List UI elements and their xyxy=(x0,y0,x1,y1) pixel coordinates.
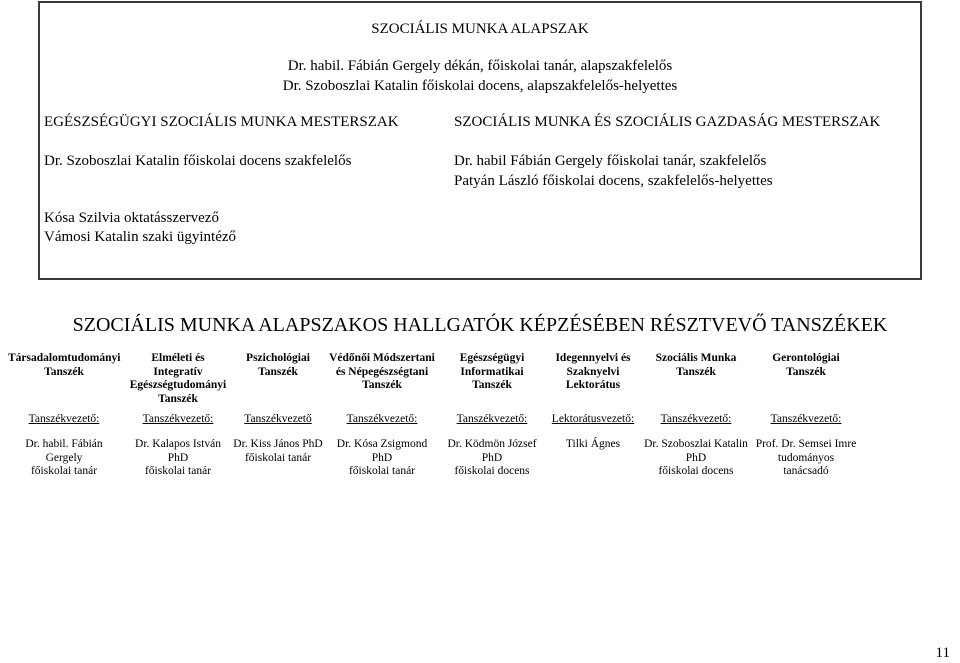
department-name-line: Tanszék xyxy=(786,365,826,378)
department-name-line: Szaknyelvi xyxy=(566,365,620,378)
department-name-line: Tanszék xyxy=(472,379,512,391)
department-name xyxy=(640,352,752,379)
department-head-line: főiskolai tanár xyxy=(244,451,312,464)
department-name-line: Tanszék xyxy=(158,392,198,405)
department-head-line: Dr. Ködmön József xyxy=(447,438,537,450)
department-head xyxy=(122,438,234,479)
page-number: 11 xyxy=(935,645,950,661)
department-name-line: Egészségügyi xyxy=(459,352,525,364)
right-master-lead: Dr. habil Fábián Gergely főiskolai tanár, szakfelelős xyxy=(454,153,767,169)
departments-title: SZOCIÁLIS MUNKA ALAPSZAKOS HALLGATÓK KÉPZÉSÉBEN RÉSZTVEVŐ TANSZÉKEK xyxy=(72,314,888,336)
department-head-line: főiskolai tanár xyxy=(348,465,416,477)
department-head-line: főiskolai tanár xyxy=(144,465,212,477)
department-name xyxy=(8,352,120,379)
department-head-line: Dr. habil. Fábián Gergely xyxy=(25,438,103,464)
department-head-line: PhD xyxy=(685,451,707,464)
department-name-line: Idegennyelvi és xyxy=(555,352,631,364)
department-head-line: Tilki Ágnes xyxy=(565,438,621,450)
department-head xyxy=(750,438,862,479)
department-name-line: Tanszék xyxy=(676,365,716,378)
department-name-line: Védőnői Módszertani xyxy=(329,352,435,364)
right-master-deputy: Patyán László főiskolai docens, szakfelelős-helyettes xyxy=(454,173,773,189)
department-head xyxy=(222,438,334,465)
staff-coordinator: Kósa Szilvia oktatásszervező xyxy=(44,210,219,226)
department-role: Tanszékvezető xyxy=(244,413,312,425)
staff-administrator: Vámosi Katalin szaki ügyintéző xyxy=(44,229,237,245)
department-head-line: Dr. Kalapos István xyxy=(135,438,221,450)
lead-line-dean: Dr. habil. Fábián Gergely dékán, főiskolai tanár, alapszakfelelős xyxy=(287,58,673,74)
department-head-line: főiskolai tanár xyxy=(30,465,98,477)
department-head xyxy=(436,438,548,479)
department-name-line: Integratív xyxy=(153,365,203,378)
lead-line-deputy: Dr. Szoboszlai Katalin főiskolai docens, alapszakfelelős-helyettes xyxy=(282,78,678,94)
department-head xyxy=(8,438,120,479)
left-master-title: EGÉSZSÉGÜGYI SZOCIÁLIS MUNKA MESTERSZAK xyxy=(44,114,399,130)
department-name xyxy=(436,352,548,393)
department-head xyxy=(640,438,752,479)
department-name xyxy=(326,352,438,393)
program-title: SZOCIÁLIS MUNKA ALAPSZAK xyxy=(371,21,589,37)
left-master-lead: Dr. Szoboszlai Katalin főiskolai docens szakfelelős xyxy=(44,153,352,169)
department-role: Tanszékvezető: xyxy=(346,413,418,425)
department-head-line: Dr. Kiss János PhD xyxy=(233,438,323,450)
department-head-line: Prof. Dr. Semsei Imre xyxy=(755,438,857,450)
department-role: Tanszékvezető: xyxy=(660,413,732,425)
department-head-line: Dr. Szoboszlai Katalin xyxy=(644,438,748,450)
department-head-line: tudományos xyxy=(777,451,835,464)
department-head-line: Dr. Kósa Zsigmond xyxy=(336,438,428,450)
department-head-line: tanácsadó xyxy=(783,465,829,477)
department-head xyxy=(537,438,649,452)
department-name-line: Egészségtudományi xyxy=(129,379,227,391)
department-name xyxy=(750,352,862,379)
department-role: Tanszékvezető: xyxy=(770,413,842,425)
department-head-line: főiskolai docens xyxy=(454,465,530,477)
department-name-line: Pszichológiai xyxy=(246,352,310,364)
department-name-line: Lektorátus xyxy=(565,379,621,391)
department-name-line: Tanszék xyxy=(258,365,298,378)
department-role: Lektorátusvezető: xyxy=(551,413,635,425)
department-name-line: Társadalomtudományi xyxy=(8,352,121,364)
department-role: Tanszékvezető: xyxy=(142,413,214,425)
department-head-line: PhD xyxy=(481,451,503,464)
department-name-line: Informatikai xyxy=(460,365,524,378)
department-name xyxy=(122,352,234,406)
department-name-line: és Népegészségtani xyxy=(335,365,429,378)
department-head xyxy=(326,438,438,479)
department-name-line: Gerontológiai xyxy=(772,352,840,364)
department-name-line: Tanszék xyxy=(362,379,402,391)
department-head-line: főiskolai docens xyxy=(658,465,734,477)
department-role: Tanszékvezető: xyxy=(28,413,100,425)
department-name-line: Szociális Munka xyxy=(655,352,737,364)
department-role: Tanszékvezető: xyxy=(456,413,528,425)
department-head-line: PhD xyxy=(371,451,393,464)
department-name-line: Elméleti és xyxy=(151,352,205,364)
department-head-line: PhD xyxy=(167,451,189,464)
right-master-title: SZOCIÁLIS MUNKA ÉS SZOCIÁLIS GAZDASÁG MESTERSZAK xyxy=(454,114,881,130)
department-name xyxy=(222,352,334,379)
department-name-line: Tanszék xyxy=(44,365,84,378)
department-name xyxy=(537,352,649,393)
